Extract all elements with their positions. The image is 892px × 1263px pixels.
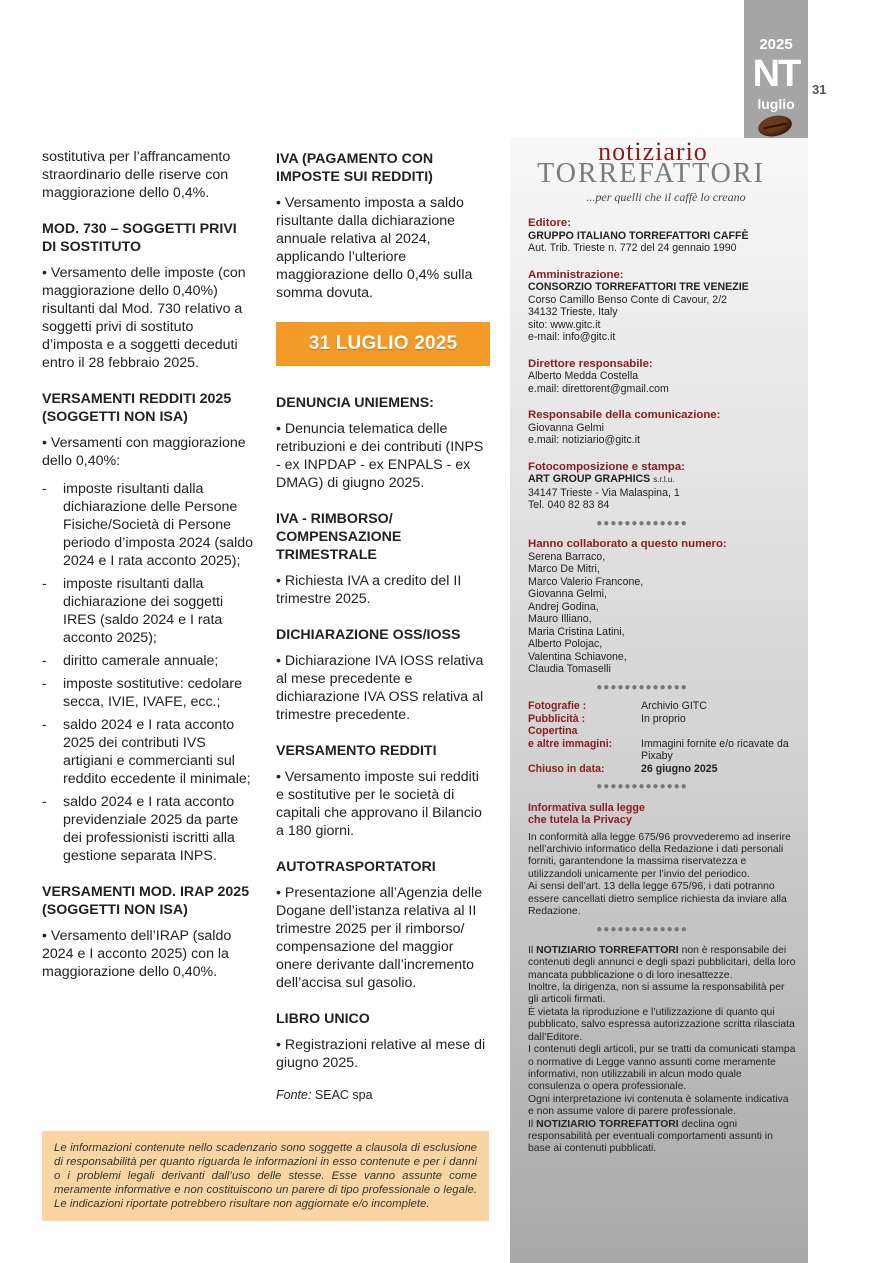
credit-value: Immagini fornite e/o ricavate da Pixaby: [641, 737, 789, 762]
privacy-heading-2: che tutela la Privacy: [528, 814, 632, 826]
editore-heading: Editore:: [528, 217, 572, 229]
credit-value: In proprio: [641, 712, 686, 725]
collaborator: Mauro Illiano,: [528, 613, 592, 625]
col1-section-irap-text: • Versamento dell’IRAP (saldo 2024 e I acconto 2025) con la maggiorazione dello 0,40%.: [42, 928, 232, 980]
col2-section-title: VERSAMENTO REDDITI: [276, 743, 437, 759]
dash-mark: -: [42, 676, 47, 692]
credit-row: [528, 713, 796, 726]
privacy-text-2: Ai sensi dell’art. 13 della legge 675/96, i dati potranno essere cancellati dietro semplice richiesta da inviare alla Redazione.: [528, 881, 787, 917]
col1-section-730-text: • Versamento delle imposte (con maggiorazione dello 0,40%) risultanti dal Mod. 730 relativo a soggetti privi di sostituto d’imposta e a soggetti deceduti entro il 28 febbraio 2025.: [42, 265, 246, 371]
source-note: [276, 1086, 490, 1104]
col2-section-iva-text: • Versamento imposta a saldo risultante dalla dichiarazione annuale relativa al 2024, applicando l’ulteriore maggiorazione dello 0,4% sulla somma dovuta.: [276, 195, 473, 301]
col1-section-redditi-text: • Versamenti con maggiorazione dello 0,40%:: [42, 435, 246, 469]
masthead: [528, 137, 796, 1156]
col1-section-irap-title: VERSAMENTI MOD. IRAP 2025 (SOGGETTI NON ISA): [42, 884, 250, 918]
col1-intro: sostitutiva per l’affrancamento straordinario delle riserve con maggiorazione dello 0,4%.: [42, 149, 231, 201]
legal-brand: NOTIZIARIO TORREFATTORI: [536, 1118, 679, 1130]
col1-dash-list: [42, 480, 254, 865]
legal-4: I contenuti degli articoli, pur se tratti da comunicati stampa o normative di Legge vanno assunti come meramente informativi, non utilizzabili in alcun modo quale consulenza o opera professionale.: [528, 1044, 796, 1093]
list-item: [42, 480, 254, 570]
col2-section-text: • Dichiarazione IVA IOSS relativa al mese precedente e dichiarazione IVA OSS relativa al trimestre precedente.: [276, 653, 484, 723]
dots-divider: ●●●●●●●●●●●●●: [596, 517, 688, 529]
collaborators-heading: Hanno collaborato a questo numero:: [528, 538, 727, 550]
column-left: [42, 148, 254, 991]
col2-section-text: • Presentazione all’Agenzia delle Dogane dell’istanza relativa al II trimestre 2025 per il rimborso/ compensazione del maggior onere derivante dall’incremento dell’accisa sul gasolio.: [276, 885, 483, 991]
collaborator: Marco Valerio Francone,: [528, 575, 644, 588]
editore-aut: Aut. Trib. Trieste n. 772 del 24 gennaio 1990: [528, 242, 737, 254]
list-item: [42, 575, 254, 647]
col2-section-title: DICHIARAZIONE OSS/IOSS: [276, 627, 461, 643]
list-item: [42, 652, 254, 670]
source-label: Fonte:: [276, 1088, 312, 1102]
amministrazione-name: CONSORZIO TORREFATTORI TRE VENEZIE: [528, 281, 749, 293]
column-middle: [276, 148, 490, 1104]
credit-key: Fotografie :: [528, 700, 587, 712]
fotocomposizione-address: 34147 Trieste - Via Malaspina, 1: [528, 486, 680, 499]
legal-2: Inoltre, la dirigenza, non si assume la responsabilità per gli articoli firmati.: [528, 982, 785, 1006]
credits-list: [528, 700, 796, 775]
col1-section-730-title: MOD. 730 – SOGGETTI PRIVI DI SOSTITUTO: [42, 221, 237, 255]
credit-row: [528, 763, 796, 776]
collaborator: Marco De Mitri,: [528, 563, 600, 575]
list-item-text: imposte sostitutive: cedolare secca, IVIE, IVAFE, ecc.;: [63, 676, 243, 710]
collaborator: Valentina Schiavone,: [528, 650, 627, 663]
credit-key: e altre immagini:: [528, 737, 613, 750]
col2-section-iva-title: IVA (PAGAMENTO CON IMPOSTE SUI REDDITI): [276, 151, 434, 185]
credit-row: [528, 738, 796, 763]
col2-section-text: • Richiesta IVA a credito del II trimestre 2025.: [276, 573, 462, 607]
legal-text: [528, 945, 796, 982]
printer-name: ART GROUP GRAPHICS: [528, 473, 651, 485]
comunicazione-heading: Responsabile della comunicazione:: [528, 409, 721, 421]
amministrazione-email: e-mail: info@gitc.it: [528, 331, 616, 343]
col2-section-title: LIBRO UNICO: [276, 1011, 370, 1027]
direttore-email: e.mail: direttorent@gmail.com: [528, 382, 669, 395]
issue-badge: NT: [752, 53, 800, 95]
logo-tagline: ...per quelli che il caffè lo creano: [586, 189, 746, 204]
amministrazione-heading: Amministrazione:: [528, 268, 624, 281]
comunicazione-email: e.mail: notiziario@gitc.it: [528, 434, 641, 446]
direttore-heading: Direttore responsabile:: [528, 357, 653, 370]
dash-mark: -: [42, 576, 47, 592]
list-item-text: saldo 2024 e I rata acconto previdenziale 2025 da parte dei professionisti iscritti alla gestione separata INPS.: [63, 794, 239, 864]
legal-1: non è responsabile dei contenuti degli annunci e degli spazi pubblicitari, della loro mancata pubblicazione o di loro inesattezze.: [528, 944, 796, 981]
collaborator: Maria Cristina Latini,: [528, 625, 625, 638]
fotocomposizione-phone: Tel. 040 82 83 84: [528, 499, 610, 511]
col1-section-redditi-title: VERSAMENTI REDDITI 2025 (SOGGETTI NON ISA): [42, 391, 232, 425]
legal-5: Ogni interpretazione ivi contenuta è solamente indicativa e non assume valore di parere professionale.: [528, 1093, 789, 1118]
legal-il: Il: [528, 944, 534, 956]
fotocomposizione-heading: Fotocomposizione e stampa:: [528, 460, 685, 473]
dots-divider: ●●●●●●●●●●●●●: [596, 924, 688, 936]
credit-key: Pubblicità :: [528, 712, 586, 725]
issue-month: luglio: [757, 96, 795, 112]
col2-section-title: DENUNCIA UNIEMENS:: [276, 395, 434, 411]
dash-mark: -: [42, 794, 47, 810]
dash-mark: -: [42, 481, 47, 497]
date-banner: 31 LUGLIO 2025: [276, 322, 490, 366]
amministrazione-city: 34132 Trieste, Italy: [528, 306, 618, 318]
col2-section-title: AUTOTRASPORTATORI: [276, 859, 436, 875]
credit-row: [528, 700, 796, 713]
page-number: 31: [812, 82, 827, 97]
logo-main: TORREFATTORI: [537, 157, 765, 189]
list-item: [42, 793, 254, 865]
collaborator: Serena Barraco,: [528, 550, 606, 563]
privacy-text-1: In conformità alla legge 675/96 provvederemo ad inserire nell’archivio informatico della Redazione i dati personali forniti, garantendone la massima riservatezza e utilizzandoli unicamente per l’invio del periodico.: [528, 831, 791, 880]
fotocomposizione-name: [528, 473, 796, 487]
disclaimer-box: Le informazioni contenute nello scadenzario sono soggette a clausola di esclusione di responsabilità per quanto riguarda le informazioni in esso contenute e per i danni o i problemi legali derivanti dall’uso delle stesse. Esse vanno assunte come meramente informative e non costituiscono un parere di tipo professionale o legale. Le indicazioni riportate potrebbero risultare non aggiornate e/o incomplete.: [42, 1131, 489, 1221]
col2-section-title: IVA - RIMBORSO/ COMPENSAZIONE TRIMESTRALE: [276, 511, 402, 563]
printer-suffix: s.r.l.u.: [653, 475, 675, 484]
editore-name: GRUPPO ITALIANO TORREFATTORI CAFFÈ: [528, 229, 749, 242]
list-item-text: saldo 2024 e I rata acconto 2025 dei contributi IVS artigiani e commercianti sul reddito eccedente il minimale;: [63, 717, 251, 787]
list-item: [42, 675, 254, 711]
amministrazione-address: Corso Camillo Benso Conte di Cavour, 2/2: [528, 293, 728, 306]
dots-divider: ●●●●●●●●●●●●●: [596, 681, 688, 693]
credit-key: Copertina: [528, 725, 578, 737]
collaborator: Alberto Polojac,: [528, 638, 603, 650]
legal-3: È vietata la riproduzione e l’utilizzazione di quanto qui pubblicato, salvo espressa autorizzazione scritta rilasciata dall’Editore.: [528, 1006, 795, 1043]
col2-section-text: • Denuncia telematica delle retribuzioni e dei contributi (INPS - ex INPDAP - ex ENPALS - ex DMAG) di giugno 2025.: [276, 421, 484, 491]
credit-row: [528, 725, 796, 738]
list-item: [42, 716, 254, 788]
legal-il: Il: [528, 1118, 534, 1130]
list-item-text: diritto camerale annuale;: [63, 653, 219, 669]
credit-key: Chiuso in data:: [528, 762, 605, 775]
privacy-heading-1: Informativa sulla legge: [528, 801, 645, 814]
dots-divider: ●●●●●●●●●●●●●: [596, 781, 688, 792]
direttore-name: Alberto Medda Costella: [528, 370, 639, 382]
credit-value: Archivio GITC: [641, 700, 707, 712]
legal-brand: NOTIZIARIO TORREFATTORI: [536, 944, 679, 956]
list-item-text: imposte risultanti dalla dichiarazione dei soggetti IRES (saldo 2024 e I rata acconto 2025);: [63, 576, 224, 646]
dash-mark: -: [42, 717, 47, 733]
col2-section-text: • Versamento imposte sui redditi e sostitutive per le società di capitali che approvano il Bilancio a 180 giorni.: [276, 769, 482, 839]
credit-value: 26 giugno 2025: [641, 762, 718, 775]
issue-year: 2025: [759, 36, 793, 53]
list-item-text: imposte risultanti dalla dichiarazione delle Persone Fisiche/Società di Persone periodo d’imposta 2024 (saldo 2024 e I rata acconto 2025);: [63, 481, 254, 569]
collaborator: Andrej Godina,: [528, 600, 599, 613]
amministrazione-site: sito: www.gitc.it: [528, 318, 601, 331]
dash-mark: -: [42, 653, 47, 669]
legal-6-wrap: [528, 1119, 796, 1156]
credit-value: [641, 725, 796, 738]
comunicazione-name: Giovanna Gelmi: [528, 421, 604, 434]
collaborator: Giovanna Gelmi,: [528, 588, 607, 600]
source-value: SEAC spa: [314, 1088, 373, 1102]
collaborator: Claudia Tomaselli: [528, 663, 611, 675]
col2-section-text: • Registrazioni relative al mese di giugno 2025.: [276, 1037, 486, 1071]
collaborators-list: [528, 551, 796, 676]
legal-6: declina ogni responsabilità per eventuali comportamenti assunti in base ai contenuti pubblicati.: [528, 1118, 773, 1155]
logo-top: notiziario: [598, 137, 708, 166]
